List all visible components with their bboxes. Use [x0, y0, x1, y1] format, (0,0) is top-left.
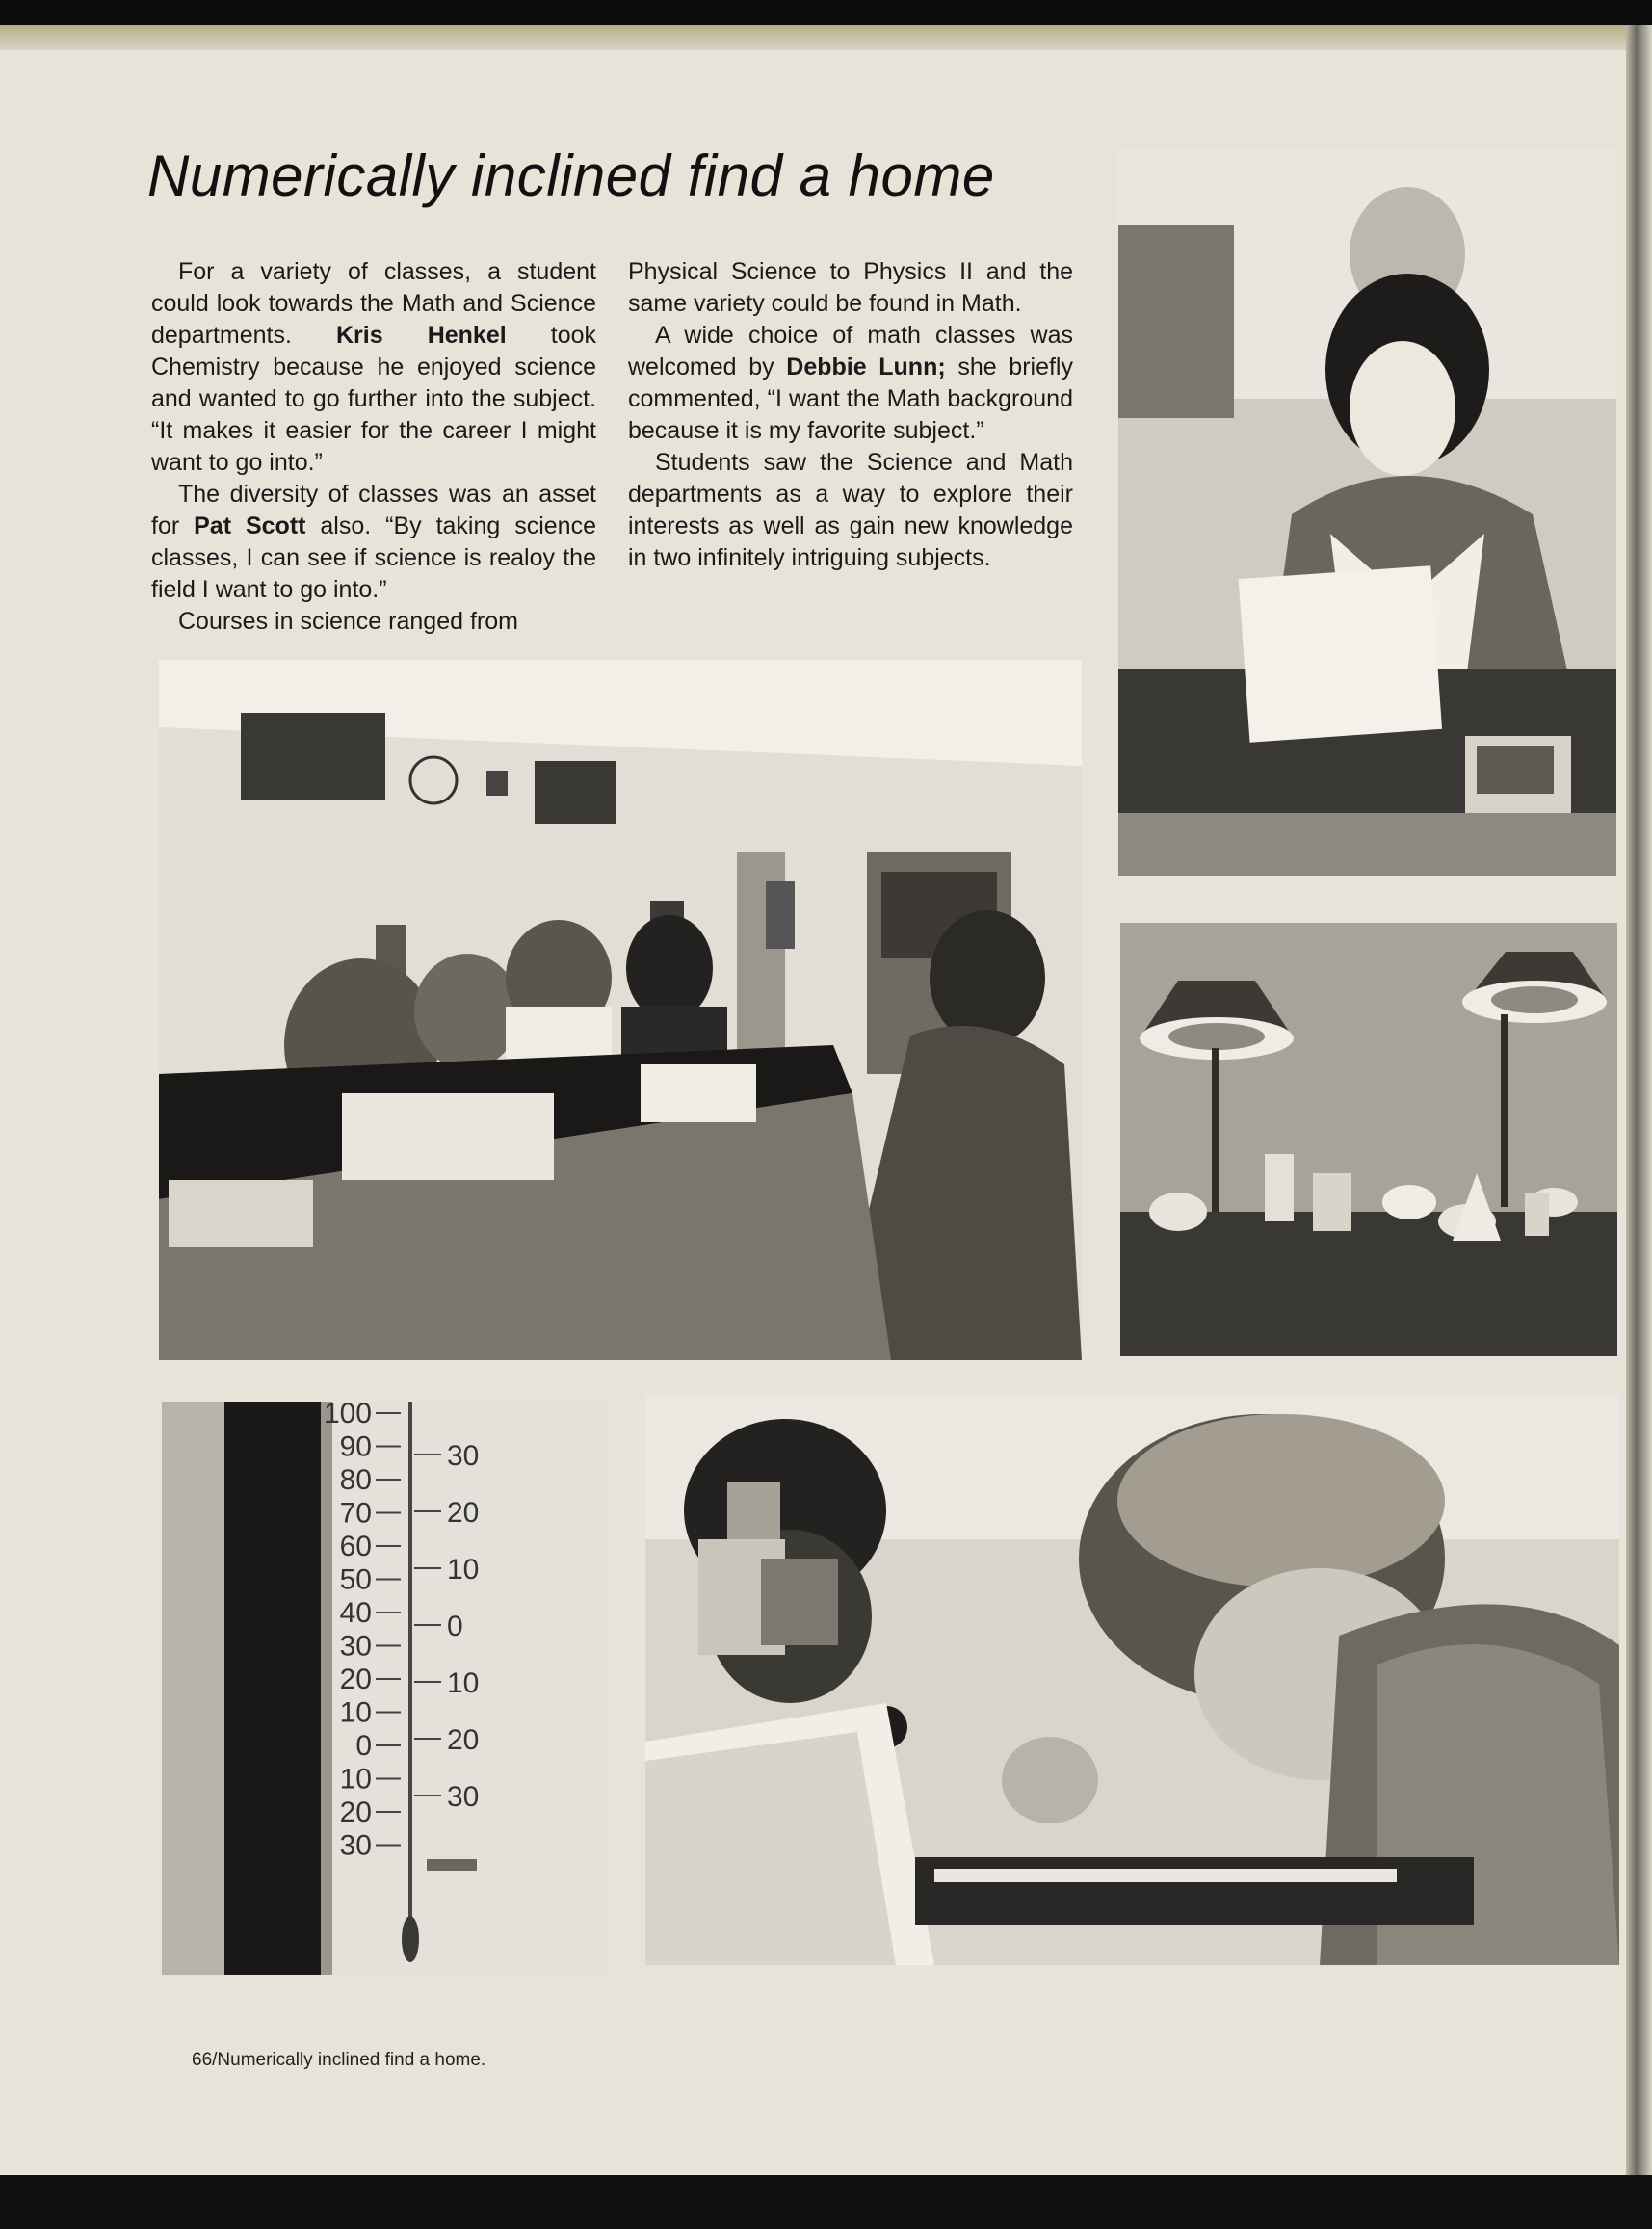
paragraph: Physical Science to Physics II and the same variety could be found in Math.: [628, 258, 1073, 317]
celsius-tick-label: 0: [447, 1611, 463, 1642]
celsius-tick-label: 30: [447, 1781, 480, 1813]
celsius-tick-label: 30: [447, 1440, 480, 1472]
fahrenheit-tick-label: 80: [339, 1464, 372, 1496]
photo-lab-glassware: [1120, 923, 1617, 1356]
page-top-band: [0, 25, 1626, 50]
fahrenheit-tick-label: 100: [323, 1402, 372, 1429]
paragraph: The diversity of classes was an asset for Pat Scott also. “By taking science classes, I can see if science is realoy the field I want to go into.”: [151, 481, 596, 603]
paragraph: Courses in science ranged from: [178, 608, 518, 635]
paragraph: For a variety of classes, a student could look towards the Math and Science departments. Kris Henkel took Chemistry because he enjoyed science and wanted to go further into the subject. “It makes it easier for the career I might want to go into.”: [151, 258, 596, 476]
fahrenheit-tick-label: 90: [339, 1430, 372, 1463]
fahrenheit-tick-label: 20: [339, 1664, 372, 1695]
fahrenheit-tick-label: 50: [339, 1563, 372, 1596]
fahrenheit-tick-label: 10: [339, 1696, 372, 1729]
page-title: Numerically inclined find a home: [147, 144, 995, 208]
photo-thermometer: [162, 1402, 607, 1975]
student-name: Debbie Lunn;: [786, 354, 946, 380]
photo-microscope-students: [645, 1395, 1619, 1965]
fahrenheit-tick-label: 10: [339, 1763, 372, 1796]
celsius-tick-label: 10: [447, 1554, 480, 1586]
celsius-tick-label: 10: [447, 1667, 480, 1699]
photo-classroom-lab: [159, 660, 1082, 1360]
scan-top-edge: [0, 0, 1652, 25]
student-name: Pat Scott: [194, 512, 306, 539]
fahrenheit-tick-label: 30: [339, 1829, 372, 1862]
photo-student-writing: [1118, 148, 1616, 876]
fahrenheit-tick-label: 60: [339, 1531, 372, 1562]
fahrenheit-tick-label: 40: [339, 1597, 372, 1629]
fahrenheit-tick-label: 70: [339, 1497, 372, 1530]
fahrenheit-tick-label: 0: [355, 1730, 372, 1762]
book-spine-edge: [1626, 25, 1652, 2175]
scan-bottom-edge: [0, 2175, 1652, 2229]
paragraph: Students saw the Science and Math departments as a way to explore their interests as well as gain new knowledge in two infinitely intriguing subjects.: [628, 449, 1073, 571]
article-column-2: [628, 256, 1073, 574]
celsius-tick-label: 20: [447, 1724, 480, 1756]
article-column-1: [151, 256, 596, 638]
page-folio: 66/Numerically inclined find a home.: [192, 2050, 486, 2070]
paragraph: A wide choice of math classes was welcomed by Debbie Lunn; she briefly commented, “I want the Math background because it is my favorite subject.”: [628, 322, 1073, 444]
fahrenheit-tick-label: 20: [339, 1796, 372, 1828]
student-name: Kris Henkel: [335, 322, 507, 349]
fahrenheit-tick-label: 30: [339, 1630, 372, 1663]
celsius-tick-label: 20: [447, 1497, 480, 1529]
